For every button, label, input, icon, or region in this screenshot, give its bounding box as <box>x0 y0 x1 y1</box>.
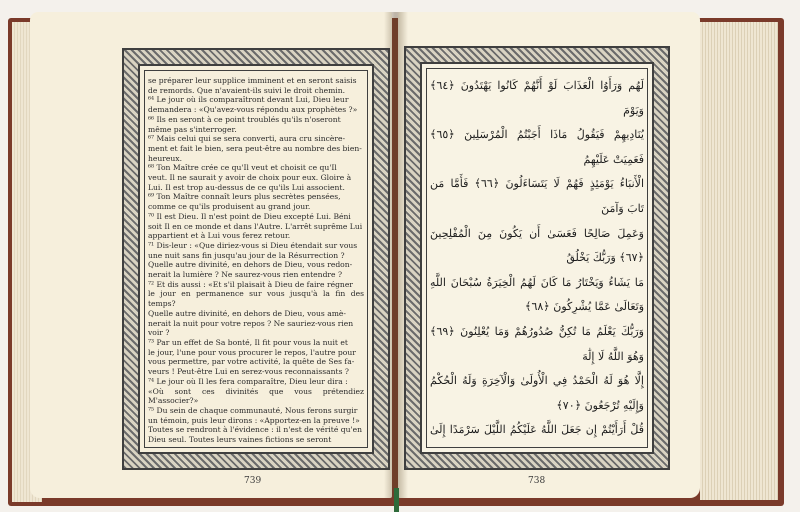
text-line: soit Il en ce monde et dans l'Autre. L'arrêt suprême Lui <box>148 221 363 231</box>
text-line: ⁶⁶ Ils en seront à ce point troublés qu'ils n'oseront <box>148 114 341 124</box>
text-line: قُلْ أَرَأَيْتُمْ إِن جَعَلَ اللَّهُ عَلَيْكُمُ اللَّيْلَ سَرْمَدًا إِلَىٰ <box>430 423 644 437</box>
text-line: لَهُم وَرَأَوُا الْعَذَابَ لَوْ أَنَّهُمْ كَانُوا يَهْتَدُونَ ﴿٦٤﴾ وَيَوْمَ <box>430 79 644 117</box>
text-line: se préparer leur supplice imminent et en seront saisis <box>148 76 357 85</box>
french-translation-text <box>148 76 364 444</box>
ornamental-border-left <box>122 48 390 470</box>
page-edges-right <box>700 22 778 500</box>
text-block-left <box>138 64 374 454</box>
text-line: appartient et à Lui vous ferez retour. <box>148 231 291 241</box>
text-line: ⁶⁴ Le jour où ils comparaîtront devant Lui, Dieu leur <box>148 95 349 105</box>
text-line: وَعَمِلَ صَالِحًا فَعَسَىٰ أَن يَكُونَ مِنَ الْمُفْلِحِينَ ﴿٦٧﴾ وَرَبُّكَ يَخْلُقُ <box>430 226 644 265</box>
text-line: الْأَنبَاءُ يَوْمَئِذٍ فَهُمْ لَا يَتَسَاءَلُونَ ﴿٦٦﴾ فَأَمَّا مَن تَابَ وَآمَنَ <box>430 177 644 215</box>
text-line: Dieu seul. Toutes leurs vaines fictions se seront <box>148 435 332 444</box>
text-line: ⁷² Et dis aussi : «Et s'il plaisait à Dieu de faire régner <box>148 279 353 289</box>
text-line: le jour en permanence sur vous jusqu'à la fin des temps? <box>148 289 364 309</box>
text-line: «Où sont ces divinités que vous prétendiez M'associer?» <box>148 386 364 406</box>
text-line: veurs ! Peut-être Lui en serez-vous reconnaissants ? <box>148 367 349 377</box>
text-line: le jour, l'une pour vous procurer le repos, l'autre pour <box>148 347 356 357</box>
text-line: إِلَّا هُوَ لَهُ الْحَمْدُ فِي الْأُولَىٰ وَالْآخِرَةِ وَلَهُ الْحُكْمُ وَإِلَيْهِ تُرْجَعُونَ ﴿٧٠﴾ <box>430 374 644 412</box>
bookmark-ribbon <box>394 488 399 512</box>
text-line: voir ? <box>148 328 170 338</box>
text-line: nerait la lumière ? Ne saurez-vous rien entendre ? <box>148 270 343 280</box>
text-line: veut. Il ne saurait y avoir de choix pour eux. Gloire à <box>148 173 352 183</box>
text-line: nerait la nuit pour votre repos ? Ne sauriez-vous rien <box>148 318 354 328</box>
text-line: ⁷³ Par un effet de Sa bonté, Il fit pour vous la nuit et <box>148 337 348 347</box>
text-line: ⁶⁷ Mais celui qui se sera converti, aura cru sincère- <box>148 134 346 144</box>
text-line: demandera : «Qu'avez-vous répondu aux prophètes ?» <box>148 105 358 115</box>
text-line: ⁷¹ Dis-leur : «Que diriez-vous si Dieu étendait sur vous <box>148 240 358 250</box>
page-number-left: 739 <box>244 476 262 486</box>
text-line: Toutes se rendront à l'évidence : il n'est de vérité qu'en <box>148 425 362 435</box>
arabic-quran-text <box>430 74 644 444</box>
text-line: ⁶⁹ Ton Maître connaît leurs plus secrètes pensées, <box>148 192 341 202</box>
text-line: ⁷⁴ Le jour où Il les fera comparaître, Dieu leur dira : <box>148 376 348 386</box>
text-line: comme ce qu'ils produisent au grand jour. <box>148 202 311 212</box>
text-line: de remords. Que n'avaient-ils suivi le droit chemin. <box>148 85 346 95</box>
text-line: ⁷⁵ Du sein de chaque communauté, Nous ferons surgir <box>148 405 358 415</box>
text-line: même pas s'interroger. <box>148 124 237 134</box>
text-line: un témoin, puis leur dirons : «Apportez-en la preuve !» <box>148 415 360 425</box>
text-line: يُنَادِيهِمْ فَيَقُولُ مَاذَا أَجَبْتُمُ الْمُرْسَلِينَ ﴿٦٥﴾ فَعَمِيَتْ عَلَيْهِمُ <box>430 128 644 166</box>
text-line: وَرَبُّكَ يَعْلَمُ مَا تُكِنُّ صُدُورُهُمْ وَمَا يُعْلِنُونَ ﴿٦٩﴾ وَهُوَ اللَّهُ لَا إِلَٰهَ <box>430 324 644 363</box>
text-line: ⁶⁸ Ton Maître crée ce qu'Il veut et choisit ce qu'Il <box>148 163 337 173</box>
text-line: مَا يَشَاءُ وَيَخْتَارُ مَا كَانَ لَهُمُ الْخِيَرَةُ سُبْحَانَ اللَّهِ وَتَعَالَىٰ عَمَّا يُشْرِكُونَ ﴿٦٨﴾ <box>430 275 644 314</box>
text-block-right <box>420 62 654 454</box>
text-line: Quelle autre divinité, en dehors de Dieu, vous amè- <box>148 308 346 318</box>
text-line: ment et fait le bien, sera peut-être au nombre des bien- <box>148 143 362 153</box>
text-line: une nuit sans fin jusqu'au jour de la Résurrection ? <box>148 250 345 260</box>
page-number-right: 738 <box>528 476 546 486</box>
text-line: vous permettre, par votre activité, la quête de Ses fa- <box>148 357 355 367</box>
text-line: ⁷⁰ Il est Dieu. Il n'est point de Dieu excepté Lui. Béni <box>148 211 351 221</box>
text-line: Quelle autre divinité, en dehors de Dieu, vous redon- <box>148 260 353 270</box>
text-line: Lui. Il est trop au-dessus de ce qu'ils Lui associent. <box>148 182 345 192</box>
ornamental-border-right <box>404 46 670 470</box>
text-line: heureux. <box>148 153 182 163</box>
